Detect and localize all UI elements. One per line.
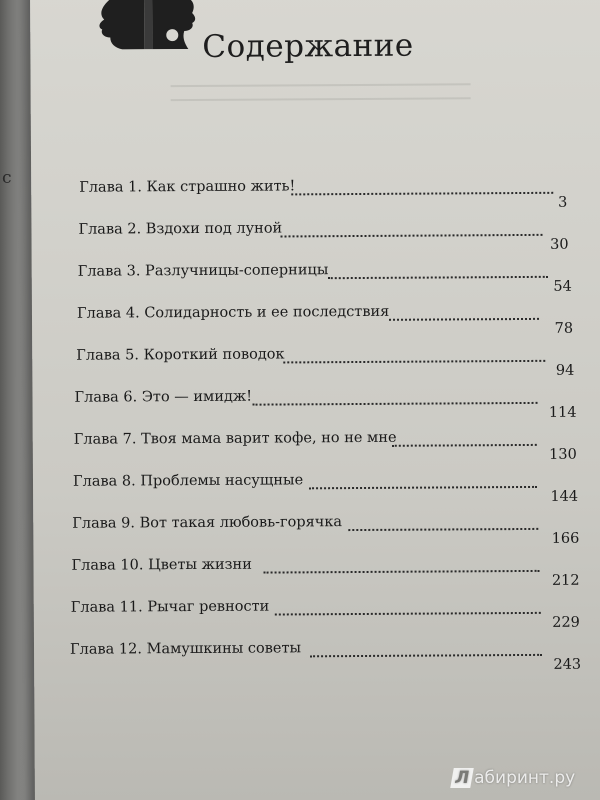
toc-entry-page: 94 [555, 362, 575, 379]
toc-entry [74, 429, 577, 474]
toc-entry-title: Глава 8. Проблемы насущные [72, 472, 304, 490]
watermark-text: абиринт.ру [474, 768, 576, 788]
toc-entry [70, 639, 581, 684]
previous-page-edge-text: с [2, 168, 12, 188]
dot-leader [275, 612, 541, 616]
dot-leader [264, 570, 540, 574]
toc-entry [72, 513, 579, 558]
book-page [30, 0, 600, 800]
toc-entry-page: 54 [553, 278, 572, 295]
dot-leader [389, 318, 539, 321]
dot-leader [392, 444, 537, 447]
toc-entry [71, 555, 579, 600]
toc-entry-title: Глава 11. Рычаг ревности [70, 598, 270, 616]
toc-entry-title: Глава 7. Твоя мама варит кофе, но не мне [73, 429, 397, 448]
labirint-watermark [452, 768, 575, 788]
dot-leader [309, 486, 537, 489]
table-of-contents-heading: Содержание [202, 27, 414, 65]
toc-entry [77, 303, 573, 348]
toc-entry [79, 177, 567, 222]
dot-leader [281, 234, 543, 238]
toc-entry-title: Глава 4. Солидарность и ее последствия [76, 303, 390, 322]
toc-entry-title: Глава 1. Как страшно жить! [79, 178, 296, 196]
toc-entry [74, 387, 576, 432]
toc-entry-title: Глава 2. Вздохи под луной [78, 220, 283, 238]
toc-entry-title: Глава 3. Разлучницы-соперницы [77, 262, 329, 280]
toc-entry-page: 78 [554, 320, 574, 337]
toc-entry-page: 3 [558, 194, 568, 211]
toc-entry-page: 144 [550, 488, 579, 505]
table-of-contents [30, 0, 600, 690]
toc-entry-page: 130 [549, 446, 577, 463]
toc-entry [78, 219, 568, 264]
dot-leader [310, 654, 542, 657]
toc-entry-title: Глава 6. Это — имидж! [74, 388, 253, 406]
dot-leader [328, 276, 548, 279]
toc-entry-page: 212 [551, 572, 580, 589]
toc-entry-title: Глава 5. Короткий поводок [76, 346, 285, 364]
toc-entry [73, 471, 578, 516]
dot-leader [253, 402, 538, 406]
toc-entry-page: 30 [550, 236, 569, 253]
toc-entry [71, 597, 580, 642]
toc-entry [78, 261, 572, 306]
toc-entry-page: 166 [551, 530, 580, 547]
dot-leader [283, 360, 545, 364]
toc-entry-title: Глава 12. Мамушкины советы [69, 640, 302, 658]
toc-entry-page: 114 [548, 404, 577, 421]
toc-entry-page: 243 [553, 656, 582, 673]
toc-entry-title: Глава 10. Цветы жизни [71, 556, 252, 574]
dot-leader [348, 528, 538, 531]
watermark-logo-mark: Л [450, 768, 474, 788]
toc-entry [76, 345, 574, 390]
toc-entry-title: Глава 9. Вот такая любовь-горячка [72, 514, 343, 532]
dot-leader [291, 192, 553, 196]
toc-entry-page: 229 [552, 614, 580, 631]
